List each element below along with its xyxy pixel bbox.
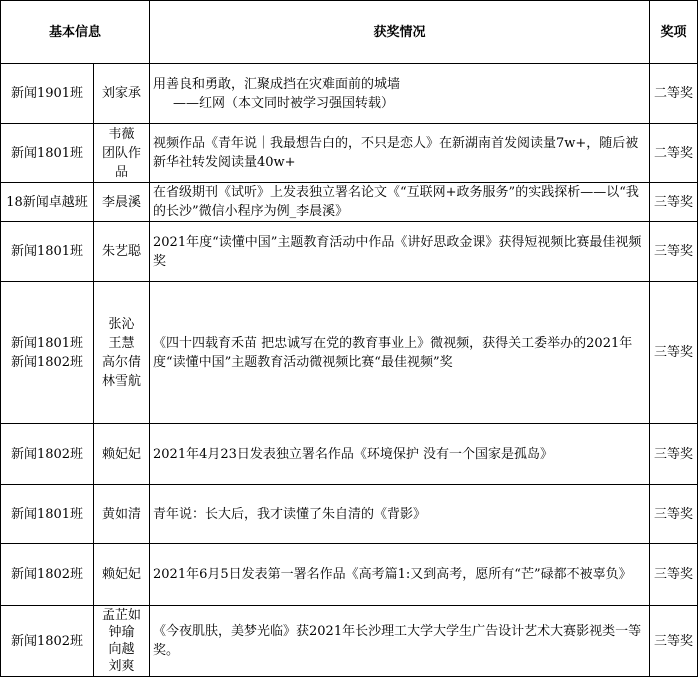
class-cell: 新闻1801班 [1,124,94,183]
member-name: 赖妃妃 [102,567,142,582]
member-name: 赖妃妃 [102,446,142,462]
name-cell [94,606,150,677]
table-row [1,282,698,424]
award-cell: 三等奖 [650,282,698,424]
description-cell: 在省级期刊《试听》上发表独立署名论文《“互联网+政务服务”的实践探析——以“我的长沙”微信小程序为例_李晨溪》 [150,183,650,222]
member-name: 张沁 [108,316,135,332]
table-row [1,222,698,282]
header-basic-info: 基本信息 [1,1,150,64]
table-row [1,485,698,544]
award-cell: 二等奖 [650,64,698,124]
member-name: 孟芷如 [102,608,142,623]
description-cell: 视频作品《青年说｜我最想告白的，不只是恋人》在新湖南首发阅读量7w+，随后被新华社转发阅读量40w+ [150,124,650,183]
member-name: 黄如清 [102,506,142,522]
description-cell: 《四十四载育禾苗 把忠诚写在党的教育事业上》微视频，获得关工委举办的2021年度“读懂中国”主题教育活动微视频比赛“最佳视频”奖 [150,282,650,424]
member-name: 朱艺聪 [102,244,142,259]
description-cell [150,64,650,124]
member-name: 林雪航 [102,373,142,389]
award-cell: 三等奖 [650,606,698,677]
table-row [1,64,698,124]
name-cell [94,222,150,282]
description-cell: 2021年6月5日发表第一署名作品《高考篇1:又到高考，愿所有“芒”碌都不被辜负》 [150,544,650,606]
header-prize: 奖项 [650,1,698,64]
name-cell [94,544,150,606]
award-cell: 三等奖 [650,544,698,606]
description-line: 用善良和勇敢，汇聚成挡在灾难面前的城墙 [153,76,401,92]
member-name: 刘爽 [108,659,135,674]
class-cell: 新闻1901班 [1,64,94,124]
class-line: 新闻1801班 [10,335,84,351]
award-cell: 三等奖 [650,485,698,544]
member-name: 团队作品 [102,145,142,180]
table-row [1,606,698,677]
award-cell: 三等奖 [650,424,698,485]
table-row [1,183,698,222]
member-name: 高尔倩 [102,354,142,370]
name-cell [94,124,150,183]
class-cell: 新闻1802班 [1,544,94,606]
name-cell [94,282,150,424]
header-awards: 获奖情况 [150,1,650,64]
member-name: 王慧 [108,335,135,351]
table-row [1,544,698,606]
class-cell: 18新闻卓越班 [1,183,94,222]
name-cell [94,424,150,485]
description-cell: 青年说：长大后，我才读懂了朱自清的《背影》 [150,485,650,544]
name-cell [94,64,150,124]
description-cell: 2021年度“读懂中国”主题教育活动中作品《讲好思政金课》获得短视频比赛最佳视频奖 [150,222,650,282]
name-cell [94,183,150,222]
table-row [1,424,698,485]
award-cell: 三等奖 [650,222,698,282]
member-name: 李晨溪 [102,194,142,210]
description-cell: 2021年4月23日发表独立署名作品《环境保护 没有一个国家是孤岛》 [150,424,650,485]
class-line: 新闻1802班 [10,354,84,370]
header-row [1,1,698,64]
description-line: ——红网（本文同时被学习强国转载） [173,95,395,111]
class-cell: 新闻1801班 [1,485,94,544]
award-cell: 二等奖 [650,124,698,183]
class-cell: 新闻1802班 [1,606,94,677]
member-name: 韦薇 [108,126,135,142]
table-row [1,124,698,183]
member-name: 刘家承 [102,86,142,101]
class-cell: 新闻1802班 [1,424,94,485]
class-cell [1,282,94,424]
description-cell: 《今夜肌肤，美梦光临》获2021年长沙理工大学大学生广告设计艺术大赛影视类一等奖。 [150,606,650,677]
member-name: 向越 [108,642,135,657]
name-cell [94,485,150,544]
award-cell: 三等奖 [650,183,698,222]
member-name: 钟瑜 [108,625,135,640]
class-cell: 新闻1801班 [1,222,94,282]
